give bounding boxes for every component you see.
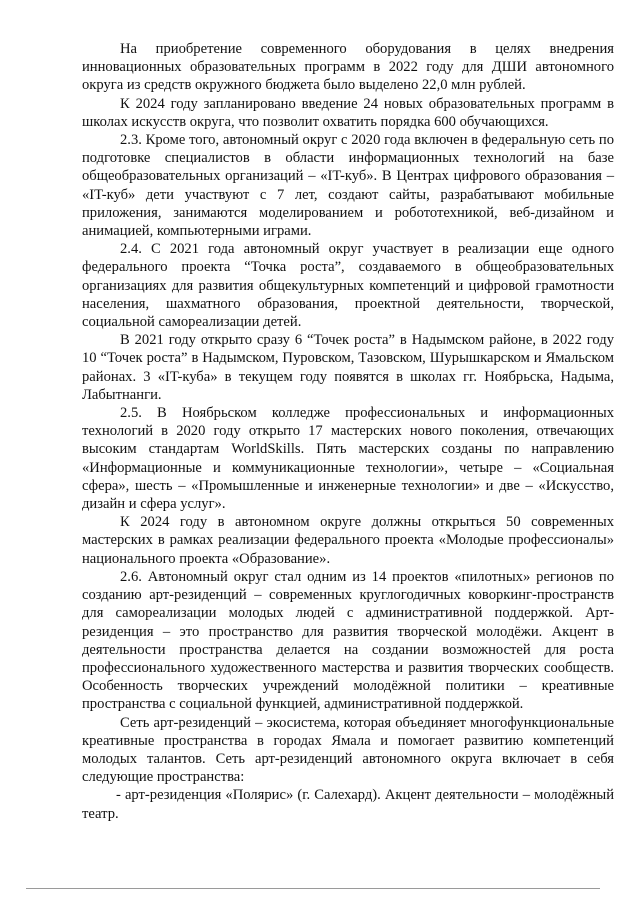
paragraph-tochka-rosta: 2.4. С 2021 года автономный округ участвует в реализации еще одного федерального проекта “Точка роста”, создаваемого в общеобразовательных организациях для развития общекультурных компетенций и цифровой грамотности населения, шахматного образования, проектной деятельности, творческой, социальной самореализации детей. [82,241,614,331]
paragraph-art-residences: 2.6. Автономный округ стал одним из 14 проектов «пилотных» регионов по созданию арт-резиденций – современных круглогодичных коворкинг-пространств для самореализации молодых людей с административной поддержкой. Арт-резиденция – это пространство для развития творческой молодёжи. Акцент в деятельности пространства делается на создании возможностей для роста профессионального художественного мастерства и развития творческих сообществ. Особенность творческих учреждений молодёжной политики – креативные пространства с социальной функцией, административной поддержкой. [82,568,614,713]
paragraph-it-cube: 2.3. Кроме того, автономный округ с 2020 года включен в федеральную сеть по подготовке специалистов в области информационных технологий на базе общеобразовательных организаций – «IT-куб». В Центрах цифрового образования – «IT-куб» дети участвуют с 7 лет, создают сайты, разрабатывают мобильные приложения, занимаются моделированием и робототехникой, веб-дизайном и анимацией, компьютерными играми. [82,132,614,240]
paragraph-noyabrsk-college: 2.5. В Ноябрьском колледже профессиональных и информационных технологий в 2020 году открыто 17 мастерских нового поколения, отвечающих высоким стандартам WorldSkills. Пять мастерских созданы по направлению «Информационные и коммуникационные технологии», четыре – «Социальная сфера», шесть – «Промышленные и инженерные технологии» и две – «Искусство, дизайн и сфера услуг». [82,405,614,513]
footer-divider [26,888,600,889]
paragraph-equipment-funding: На приобретение современного оборудования в целях внедрения инновационных образовательных программ в 2022 году для ДШИ автономного округа из средств окружного бюджета было выделено 22,0 млн рублей. [82,41,614,94]
paragraph-tochka-rosta-openings: В 2021 году открыто сразу 6 “Точек роста” в Надымском районе, в 2022 году 10 “Точек роста” в Надымском, Пуровском, Тазовском, Шурышкарском и Ямальском районах. 3 «IT-куба» в текущем году появятся в школах гг. Ноябрьска, Надыма, Лабытнанги. [82,332,614,403]
document-page [82,40,614,823]
paragraph-art-residence-network: Сеть арт-резиденций – экосистема, которая объединяет многофункциональные креативные пространства в городах Ямала и помогает развитию компетенций молодых талантов. Сеть арт-резиденций автономного округа включает в себя следующие пространства: [82,714,614,786]
list-item-polaris: - арт-резиденция «Полярис» (г. Салехард). Акцент деятельности – молодёжный театр. [82,787,614,822]
paragraph-workshops-2024: К 2024 году в автономном округе должны открыться 50 современных мастерских в рамках реализации федерального проекта «Молодые профессионалы» национального проекта «Образование». [82,514,614,567]
paragraph-new-programs: К 2024 году запланировано введение 24 новых образовательных программ в школах искусств округа, что позволит охватить порядка 600 обучающихся. [82,95,614,130]
